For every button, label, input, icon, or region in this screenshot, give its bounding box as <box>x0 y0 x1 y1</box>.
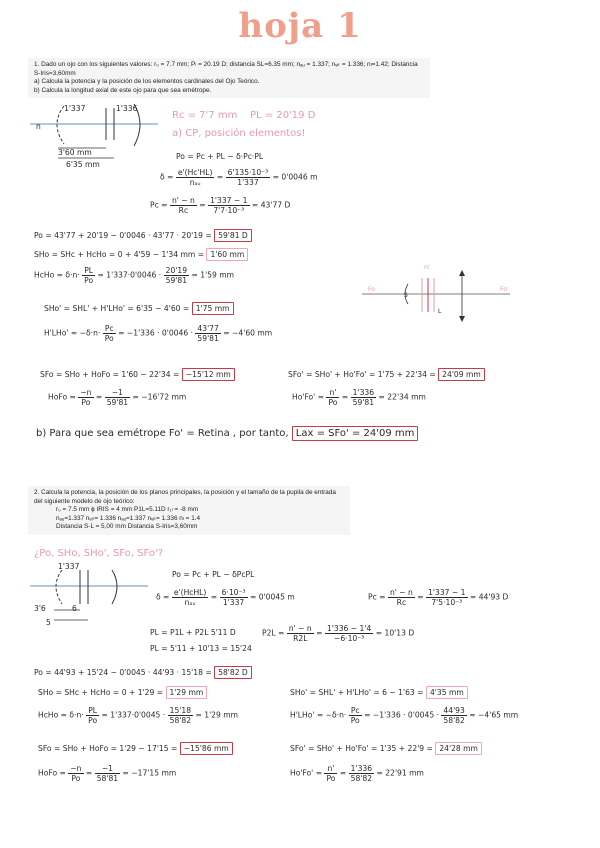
problem-2-question: ¿Po, SHo, SHo', SFo, SFo'? <box>34 548 164 559</box>
p2-eq-p2l-mid-den: −6·10⁻³ <box>333 634 365 643</box>
p2-eq-hofo-prime-mid-num: 1'336 <box>350 764 373 773</box>
sfo-result-box: −15'12 mm <box>182 368 235 381</box>
p2-eq-hofo-mid <box>95 764 120 783</box>
p2-eq-hofo-prime-mid-den: 58'82 <box>350 774 373 783</box>
p2-eq-pc-mid-den: 7'5·10⁻³ <box>431 598 463 607</box>
eq-hcho-result: = 1'59 mm <box>191 270 235 280</box>
p2-eq-delta-frac <box>172 588 209 607</box>
p2-eq-sho-prime <box>290 688 468 697</box>
eq-hofo-prime-lhs: Ho'Fo' = <box>292 392 325 402</box>
page-title: hoja 1 <box>238 6 362 46</box>
eq-hlho-frac1 <box>103 324 116 343</box>
p2-eq-p2l-result: = 10'13 D <box>375 628 415 638</box>
p2-eq-hlho-lhs: H'LHo' = −δ·n· <box>290 710 347 720</box>
p2-eq-hofo-prime-result: = 22'91 mm <box>376 768 424 778</box>
eq-hofo-prime-result: = 22'34 mm <box>378 392 426 402</box>
p2-eq-hcho-frac2 <box>168 706 193 725</box>
p2-eq-hofo-lhs: HoFo = <box>38 768 66 778</box>
axis-l-label: L <box>438 308 442 315</box>
p2-eq-delta-mid <box>220 588 248 607</box>
part-b-line <box>36 428 418 439</box>
eq-hcho-lhs: HcHo = δ·n· <box>34 270 80 280</box>
p2-eq-sfo-text: SFo = SHo + HoFo = 1'29 − 17'15 = <box>38 744 178 753</box>
eq-hofo: HoFo = $\frac{-n}{Po}$ = $\frac{-1}{59'81}$ = −16'72 mm <box>48 388 187 407</box>
p2-eq-hcho-f1n: PL <box>86 706 99 716</box>
p2-eq-hofo-prime-lhs: Ho'Fo' = <box>290 768 323 778</box>
problem-1-question-b: b) Calcula la longitud axial de este ojo para que sea emétrope. <box>34 86 212 94</box>
p2-eq-sho-prime-text: SHo' = SHL' + H'LHo' = 6 − 1'63 = <box>290 688 424 697</box>
eq-hcho-f1n: PL <box>82 266 95 276</box>
p2-sketch-d2: 5 <box>46 618 51 627</box>
p2-eq-hofo-num: −n <box>70 764 82 773</box>
axis-fo-label: Fo <box>368 286 375 293</box>
axis-fo-prime-label: Fo' <box>500 286 509 293</box>
p2-sho-prime-result-box: 4'35 mm <box>426 686 468 699</box>
p2-po-result-box: 58'82 D <box>214 666 252 679</box>
p2-eq-delta-result: = 0'0045 m <box>249 592 295 602</box>
p2-eq-p2l-mid-num: 1'336 − 1'4 <box>326 624 372 633</box>
p2-eq-sfo-prime <box>290 744 482 753</box>
eq-pc: Pc = $\frac{n' - n}{Rc}$ = $\frac{1'337 - 1}{\text{7'7·10⁻³}}$ = 43'77 D <box>150 196 291 215</box>
eq-delta-mid-den: 1'337 <box>237 178 259 187</box>
eq-delta-result: = 0'0046 m <box>272 172 318 182</box>
eq-hofo-den: Po <box>81 398 91 407</box>
p2-sketch-n: 1'337 <box>58 562 80 571</box>
eq-delta-mid-num: 6'135·10⁻³ <box>227 168 269 177</box>
eq-hofo-frac <box>78 388 93 407</box>
sketch-n-value: 1'337 <box>64 104 86 113</box>
eq-sfo-prime-text: SFo' = SHo' + Ho'Fo' = 1'75 + 22'34 = <box>288 370 436 379</box>
eq-hcho-mid: = 1'337·0'0046 · <box>97 270 162 280</box>
p2-eq-delta-lhs: δ = <box>156 592 170 602</box>
eq-hcho-f2d: 59'81 <box>165 276 188 285</box>
eq-delta-frac <box>176 168 215 187</box>
sketch-dist-iris: 3'60 mm <box>58 148 92 157</box>
p2-eq-hlho-f2n: 44'93 <box>443 706 465 715</box>
eq-hofo-prime-den: Po <box>328 398 338 407</box>
p2-eq-hlho-f1n: Pc <box>349 706 362 716</box>
sho-prime-result-box: 1'75 mm <box>192 302 234 315</box>
eq-pc-frac <box>170 196 197 215</box>
p2-eq-hofo-prime-num: n' <box>324 764 337 774</box>
sfo-prime-result-box: 24'09 mm <box>438 368 485 381</box>
p2-eq-pc-lhs: Pc = <box>368 592 386 602</box>
eq-hlho-result: = −4'60 mm <box>223 328 273 338</box>
eq-hlho-lhs: H'LHo' = −δ·n· <box>44 328 101 338</box>
p2-eq-po-formula: Po = Pc + PL − δPcPL <box>172 570 255 579</box>
p2-eq-pc: Pc = $\frac{n' - n}{Rc}$ = $\frac{1'337 - 1}{\text{7'5·10⁻³}}$ = 44'93 D <box>368 588 509 607</box>
problem-1-question-a: a) Calcula la potencia y la posición de los elementos cardinales del Ojo Teórico. <box>34 78 260 86</box>
eq-hofo-prime-mid-num: 1'336 <box>352 388 375 397</box>
eq-hofo-num: −n <box>80 388 92 397</box>
eq-sfo-prime <box>288 370 485 379</box>
p2-eq-sfo <box>38 744 233 753</box>
p2-eq-hcho-frac1 <box>86 706 99 725</box>
eq-hofo-lhs: HoFo = <box>48 392 76 402</box>
p2-eq-hcho-f2d: 58'82 <box>169 716 192 725</box>
part-b-text: b) Para que sea emétrope Fo' = Retina , por tanto, <box>36 428 289 439</box>
eq-hlho-mid: = −1'336 · 0'0046 · <box>118 328 193 338</box>
p2-eq-pc-den: Rc <box>396 598 407 607</box>
problem-2-row2: nₐᵤ=1.337 nᵥᵢₜ= 1.336 nₐᵤ=1.337 nᵥᵢₜ= 1.336 nₗ = 1.4 <box>56 514 201 522</box>
eq-sfo <box>40 370 235 379</box>
p2-eq-sfo-prime-text: SFo' = SHo' + Ho'Fo' = 1'35 + 22'9 = <box>290 744 433 753</box>
p2-eq-sho <box>38 688 207 697</box>
eq-hofo-result: = −16'72 mm <box>132 392 187 402</box>
eq-sho-prime <box>44 304 234 313</box>
eq-hofo-mid-num: −1 <box>105 388 130 398</box>
p2-eq-hcho-f1d: Po <box>88 716 98 725</box>
p2-eq-p2l-frac <box>287 624 314 643</box>
problem-1-statement <box>28 58 430 98</box>
p2-eq-sho-text: SHo = SHc + HcHo = 0 + 1'29 = <box>38 688 164 697</box>
sho-result-box: 1'60 mm <box>206 248 248 261</box>
eq-pc-mid-num: 1'337 − 1 <box>210 196 248 205</box>
problem-2-text: 2. Calcula la potencia, la posición de los planos principales, la posición y el tamaño de la pupila de entrada del siguiente modelo de ojo teórico: <box>34 489 336 505</box>
eq-delta-lhs: δ = <box>160 172 174 182</box>
sketch-dist-sl: 6'35 mm <box>66 160 100 169</box>
eq-hofo-prime-num: n' <box>326 388 339 398</box>
eq-pc-num: n' − n <box>171 196 195 205</box>
axis-s-label: S <box>404 292 408 299</box>
p2-eq-hlho-frac2 <box>441 706 466 725</box>
p2-eq-hcho <box>38 706 238 725</box>
p2-eq-hcho-f2n: 15'18 <box>169 706 192 715</box>
p2-sfo-result-box: −15'86 mm <box>180 742 233 755</box>
p2-sketch-d1: 3'6 <box>34 604 46 613</box>
eq-po-formula: Po = Pc + PL − δ·Pc·PL <box>176 152 264 161</box>
p2-eq-pl-result: PL = 5'11 + 10'13 = 15'24 <box>150 644 252 653</box>
eq-hofo-mid <box>105 388 130 407</box>
eq-hofo-prime-frac <box>326 388 339 407</box>
eq-hlho-frac2 <box>195 324 220 343</box>
eq-hofo-mid-den: 59'81 <box>106 398 129 407</box>
problem-2-row1: r₀ = 7.5 mm ϕ IRIS = 4 mm P1L=5.11D r₁ₗ = -8 mm <box>56 506 199 514</box>
given-rc: Rc = 7'7 mm <box>172 110 238 121</box>
p2-eq-hlho-mid: = −1'336 · 0'0045 · <box>364 710 439 720</box>
p2-eq-p2l-den: R2L <box>293 634 308 643</box>
eq-pc-mid <box>208 196 249 215</box>
p2-eq-hofo: HoFo = $\frac{-n}{Po}$ = $\frac{-1}{58'81}$ = −17'15 mm <box>38 764 177 783</box>
eq-hcho-frac1 <box>82 266 95 285</box>
eq-po-calc <box>34 231 252 240</box>
eq-pc-den: Rc <box>178 206 189 215</box>
p2-eq-hofo-prime: Ho'Fo' = $\frac{n'}{Po}$ = $\frac{1'336}{58'82}$ = 22'91 mm <box>290 764 424 783</box>
eq-delta-num: e'(Hc'HL) <box>177 168 213 177</box>
p2-eq-hlho <box>290 706 518 725</box>
p2-eq-hofo-den: Po <box>71 774 81 783</box>
p2-eq-delta: δ = $\frac{\text{e'(HcHL)}}{\text{nₐᵤ}}$ = $\frac{\text{6·10⁻³}}{1'337}$ = 0'0045 m <box>156 588 295 607</box>
p2-sho-result-box: 1'29 mm <box>166 686 208 699</box>
eq-hlho-f1n: Pc <box>103 324 116 334</box>
eq-delta-den: nₐᵤ <box>189 178 201 187</box>
problem-2-row3: Distancia S-L = 5,00 mm Distancia S-Iris=3,60mm <box>56 523 198 531</box>
po-result-box: 59'81 D <box>214 229 252 242</box>
eq-po-calc-text: Po = 43'77 + 20'19 − 0'0046 · 43'77 · 20'19 = <box>34 231 212 240</box>
problem-2-statement <box>28 486 350 535</box>
p2-eq-hcho-mid: = 1'337·0'0045 · <box>101 710 166 720</box>
eq-hlho-f1d: Po <box>104 334 114 343</box>
lax-result-box: Lax = SFo' = 24'09 mm <box>292 426 419 441</box>
eq-hcho-frac2 <box>164 266 189 285</box>
p2-eq-pc-result: = 44'93 D <box>469 592 509 602</box>
p2-eq-delta-mid-den: 1'337 <box>222 598 245 607</box>
eq-hofo-prime: Ho'Fo' = $\frac{n'}{Po}$ = $\frac{1'336}{59'81}$ = 22'34 mm <box>292 388 426 407</box>
p2-eq-p2l-lhs: P2L = <box>262 628 285 638</box>
eq-sho-prime-text: SHo' = SHL' + H'LHo' = 6'35 − 4'60 = <box>44 304 190 313</box>
part-a-heading: a) CP, posición elementos! <box>172 128 306 139</box>
p2-eq-delta-mid-num: 6·10⁻³ <box>221 588 246 597</box>
p2-eq-po-calc-text: Po = 44'93 + 15'24 − 0'0045 · 44'93 · 15'18 = <box>34 668 212 677</box>
eq-delta: δ = $\frac{e'(Hc'HL)}{\text{nₐᵤ}}$ = $\frac{\text{6'135·10⁻³}}{1'337}$ = 0'0046 m <box>160 168 318 187</box>
eq-hlho-f2n: 43'77 <box>197 324 219 333</box>
p2-eq-p2l-mid <box>325 624 373 643</box>
eq-hlho-f2d: 59'81 <box>197 334 219 343</box>
p2-eq-pc-num: n' − n <box>389 588 413 597</box>
p2-eq-hofo-mid-den: 58'81 <box>96 774 119 783</box>
p2-eq-pc-mid <box>426 588 467 607</box>
axis-rc-label: rc <box>424 264 430 271</box>
p2-sketch-n2: 6 <box>72 604 77 613</box>
p2-eq-hofo-mid-num: −1 <box>95 764 120 774</box>
eq-sho <box>34 250 248 259</box>
p2-eq-hlho-f1d: Po <box>350 716 360 725</box>
eq-hcho <box>34 266 234 285</box>
problem-1-text: 1. Dado un ojo con los siguientes valores: r₀ = 7.7 mm; Pₗ = 20.19 D; distancia SL=6.35 mm; nₐᵤ = 1.337; nᵥᵢₜ = 1.336; nₗ=1.42; Distancia S-Iris=3,60mm <box>34 61 418 77</box>
p2-sfo-prime-result-box: 24'28 mm <box>435 742 482 755</box>
p2-eq-pc-mid-num: 1'337 − 1 <box>428 588 466 597</box>
p2-eq-p2l-num: n' − n <box>288 624 312 633</box>
p2-eq-hcho-result: = 1'29 mm <box>195 710 239 720</box>
eq-pc-lhs: Pc = <box>150 200 168 210</box>
eq-hofo-prime-mid <box>351 388 376 407</box>
eq-sfo-text: SFo = SHo + HoFo = 1'60 − 22'34 = <box>40 370 180 379</box>
sketch-n-prime: 1'336 <box>116 104 138 113</box>
p2-eq-hlho-result: = −4'65 mm <box>469 710 519 720</box>
p2-eq-hofo-prime-den: Po <box>326 774 336 783</box>
p2-eq-delta-den: nₐᵤ <box>184 598 196 607</box>
p2-eq-hofo-frac <box>68 764 83 783</box>
p2-eq-delta-num: e'(HcHL) <box>173 588 207 597</box>
p2-eq-hlho-frac1 <box>349 706 362 725</box>
p2-eq-pc-frac <box>388 588 415 607</box>
eq-hcho-f1d: Po <box>84 276 94 285</box>
eq-hofo-prime-mid-den: 59'81 <box>352 398 375 407</box>
eq-pc-result: = 43'77 D <box>251 200 291 210</box>
p2-eq-hofo-prime-frac <box>324 764 337 783</box>
sketch-n-label: n <box>36 122 41 131</box>
p2-eq-hlho-f2d: 58'82 <box>443 716 465 725</box>
eq-hlho <box>44 324 272 343</box>
eq-delta-mid <box>226 168 271 187</box>
p2-eq-hcho-lhs: HcHo = δ·n· <box>38 710 84 720</box>
p2-eq-p2l: P2L = $\frac{n' - n}{R2L}$ = $\frac{1'336 - 1'4}{\text{−6·10⁻³}}$ = 10'13 D <box>262 624 415 643</box>
p2-eq-hofo-result: = −17'15 mm <box>122 768 177 778</box>
p2-eq-pl-sum: PL = P1L + P2L 5'11 D <box>150 628 236 637</box>
p2-eq-hofo-prime-mid <box>349 764 374 783</box>
eq-sho-text: SHo = SHc + HcHo = 0 + 4'59 − 1'34 mm = <box>34 250 205 259</box>
p2-eq-po-calc <box>34 668 252 677</box>
eq-pc-mid-den: 7'7·10⁻³ <box>213 206 245 215</box>
problem-1-axis-sketch <box>362 268 512 328</box>
eq-hcho-f2n: 20'19 <box>165 266 188 275</box>
given-pl: PL = 20'19 D <box>250 110 316 121</box>
